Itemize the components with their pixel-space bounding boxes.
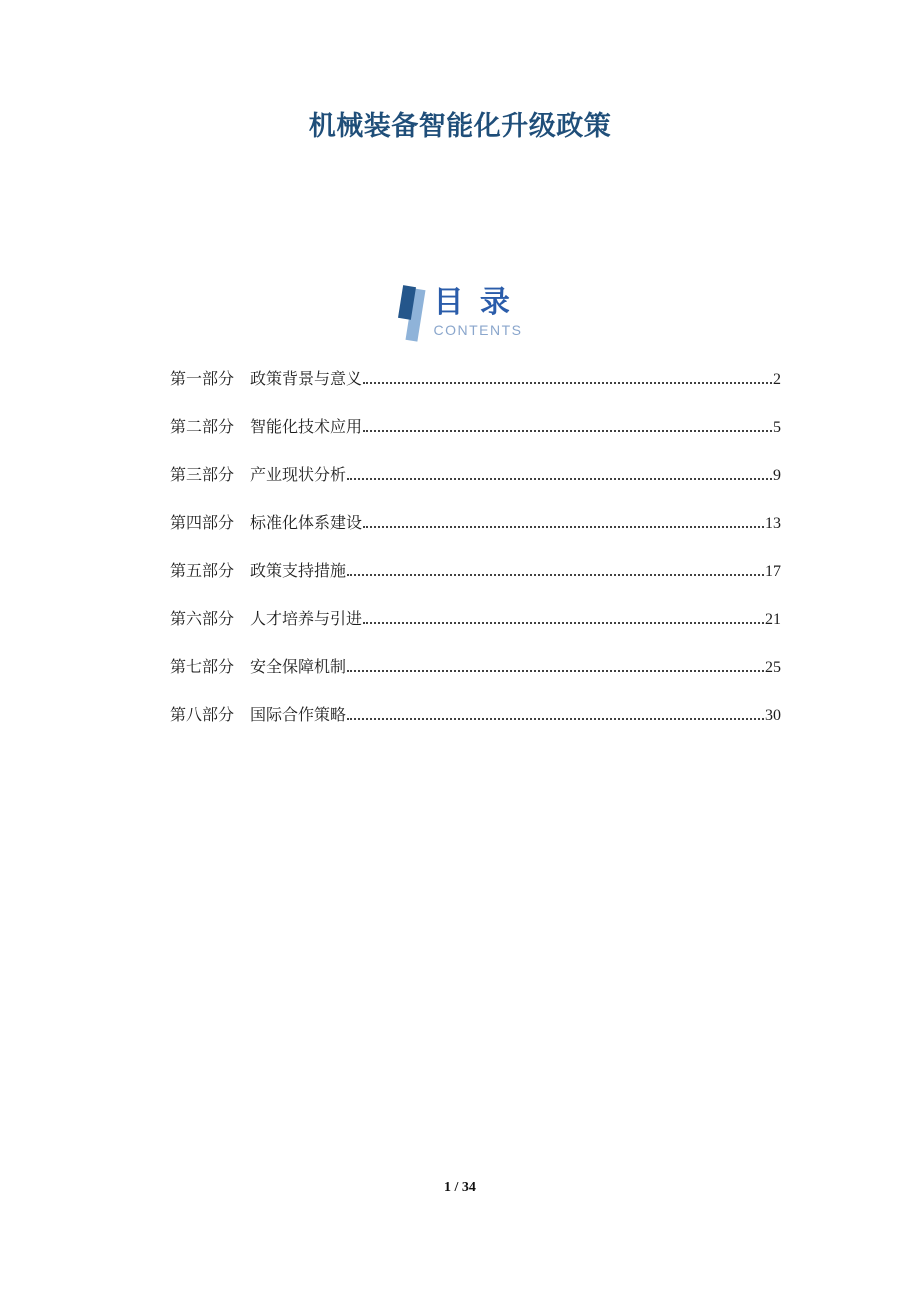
- brush-stroke-icon: [398, 286, 428, 348]
- toc-entry-title: 产业现状分析: [250, 467, 347, 484]
- toc-entry-label: 第七部分: [170, 659, 235, 676]
- toc-leader-dots: [347, 717, 764, 720]
- toc-entry-page: 30: [765, 707, 781, 724]
- toc-header-text: [434, 286, 523, 338]
- toc-entry[interactable]: [170, 690, 781, 738]
- toc-leader-dots: [363, 429, 772, 432]
- toc-list: [170, 354, 781, 738]
- toc-entry[interactable]: [170, 402, 781, 450]
- page-footer: [0, 1180, 920, 1196]
- toc-leader-dots: [363, 381, 772, 384]
- toc-leader-dots: [363, 621, 764, 624]
- toc-entry-label: 第五部分: [170, 563, 235, 580]
- toc-entry-page: 17: [765, 563, 781, 580]
- toc-entry-label: 第四部分: [170, 515, 235, 532]
- toc-entry-title: 安全保障机制: [250, 659, 347, 676]
- toc-leader-dots: [347, 477, 772, 480]
- toc-entry-title: 智能化技术应用: [250, 419, 363, 436]
- toc-entry[interactable]: [170, 354, 781, 402]
- document-title: 机械装备智能化升级政策: [308, 111, 612, 141]
- toc-leader-dots: [363, 525, 764, 528]
- toc-entry[interactable]: [170, 642, 781, 690]
- toc-entry-label: 第一部分: [170, 371, 235, 388]
- toc-heading: 目 录: [433, 286, 510, 319]
- toc-leader-dots: [347, 669, 764, 672]
- toc-entry-title: 国际合作策略: [250, 707, 347, 724]
- toc-entry-title: 政策背景与意义: [250, 371, 363, 388]
- toc-entry-page: 21: [765, 611, 781, 628]
- toc-entry-label: 第三部分: [170, 467, 235, 484]
- toc-entry[interactable]: [170, 546, 781, 594]
- toc-entry-label: 第八部分: [170, 707, 235, 724]
- toc-entry-title: 标准化体系建设: [250, 515, 363, 532]
- toc-entry-page: 5: [773, 419, 781, 436]
- toc-entry-title: 政策支持措施: [250, 563, 347, 580]
- toc-heading-subtitle: CONTENTS: [433, 322, 523, 338]
- toc-entry-page: 25: [765, 659, 781, 676]
- page-number: 1 / 34: [444, 1180, 476, 1195]
- toc-header: [398, 286, 523, 348]
- toc-entry[interactable]: [170, 498, 781, 546]
- toc-entry-label: 第二部分: [170, 419, 235, 436]
- toc-entry[interactable]: [170, 450, 781, 498]
- toc-entry[interactable]: [170, 594, 781, 642]
- toc-entry-page: 9: [773, 467, 781, 484]
- toc-entry-title: 人才培养与引进: [250, 611, 363, 628]
- toc-entry-page: 13: [765, 515, 781, 532]
- toc-entry-label: 第六部分: [170, 611, 235, 628]
- toc-entry-page: 2: [773, 371, 781, 388]
- toc-leader-dots: [347, 573, 764, 576]
